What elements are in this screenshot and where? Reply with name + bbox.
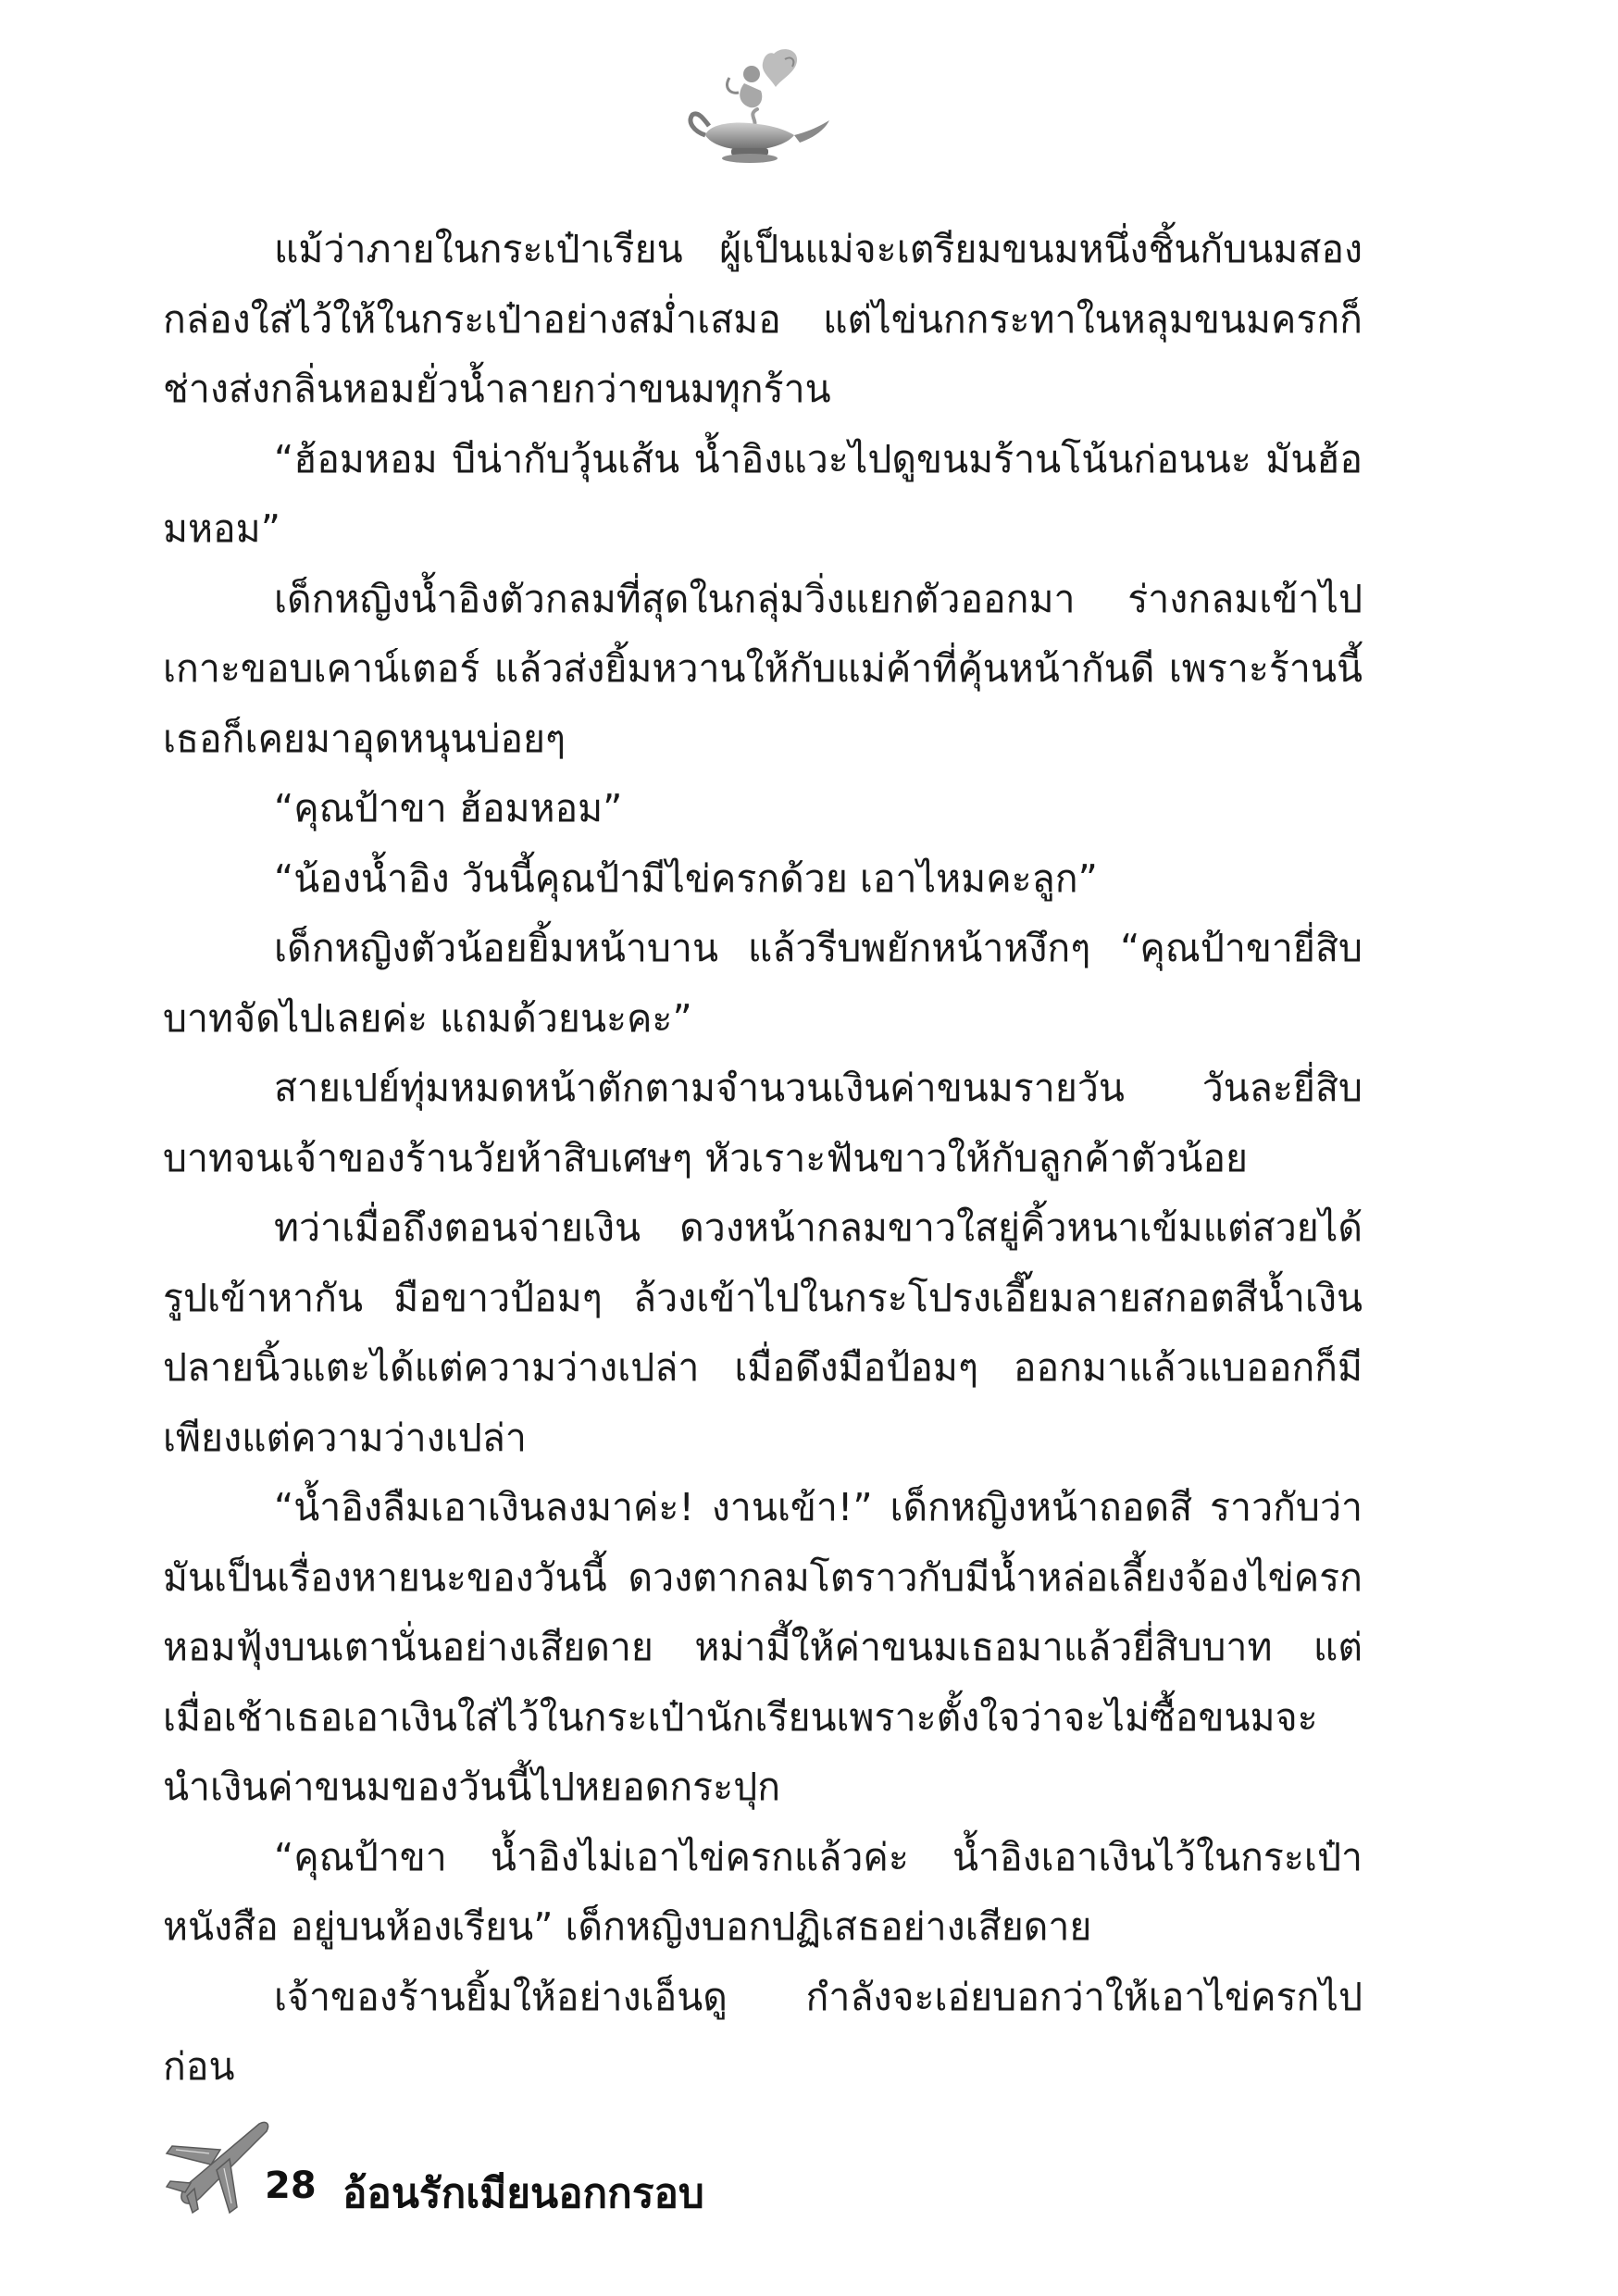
paragraph: “น้องน้ำอิง วันนี้คุณป้ามีไข่ครกด้วย เอาไหมคะลูก” [274,855,1098,901]
paragraph: ทว่าเมื่อถึงตอนจ่ายเงิน ดวงหน้ากลมขาวใสยู่คิ้วหนาเข้มแต่สวยได้รูปเข้าหากัน มือขาวป้อมๆ ล้วงเข้าไปในกระโปรงเอี๊ยมลายสกอตสีน้ำเงินปลายนิ้วแตะได้แต่ความว่างเปล่า เมื่อดึงมือป้อมๆ ออกมาแล้วแบออกก็มีเพียงแต่ความว่างเปล่า [163,1205,1363,1460]
paragraph: “คุณป้าขา น้ำอิงไม่เอาไข่ครกแล้วค่ะ น้ำอิงเอาเงินไว้ในกระเป๋าหนังสือ อยู่บนห้องเรียน” เด็กหญิงบอกปฏิเสธอย่างเสียดาย [163,1834,1363,1949]
airplane-icon [163,2118,272,2216]
paragraph: สายเปย์ทุ่มหมดหน้าตักตามจำนวนเงินค่าขนมรายวัน วันละยี่สิบบาทจนเจ้าของร้านวัยห้าสิบเศษๆ หัวเราะฟันขาวให้กับลูกค้าตัวน้อย [163,1066,1363,1180]
paragraph: เจ้าของร้านยิ้มให้อย่างเอ็นดู กำลังจะเอ่ยบอกว่าให้เอาไข่ครกไปก่อน [163,1974,1363,2089]
paragraph: “ฮ้อมหอม บีน่ากับวุ้นเส้น น้ำอิงแวะไปดูขนมร้านโน้นก่อนนะ มันฮ้อมหอม” [163,436,1363,551]
genie-lamp-cupid-icon [672,46,839,167]
paragraph: “น้ำอิงลืมเอาเงินลงมาค่ะ! งานเข้า!” เด็กหญิงหน้าถอดสี ราวกับว่ามันเป็นเรื่องหายนะของวันนี้ ดวงตากลมโตราวกับมีน้ำหล่อเลี้ยงจ้องไข่ครกหอมฟุ้งบนเตานั่นอย่างเสียดาย หม่ามี้ให้ค่าขนมเธอมาแล้วยี่สิบบาท แต่เมื่อเช้าเธอเอาเงินใส่ไว้ในกระเป๋านักเรียนเพราะตั้งใจว่าจะไม่ซื้อขนมจะนำเงินค่าขนมของวันนี้ไปหยอดกระปุก [163,1485,1363,1809]
book-title: อ้อนรักเมียนอกกรอบ [342,2170,704,2217]
page-footer [163,2118,996,2229]
paragraph: “คุณป้าขา ฮ้อมหอม” [274,786,623,830]
paragraph: แม้ว่าภายในกระเป๋าเรียน ผู้เป็นแม่จะเตรียมขนมหนึ่งชิ้นกับนมสองกล่องใส่ไว้ให้ในกระเป๋าอย่างสม่ำเสมอ แต่ไข่นกกระทาในหลุมขนมครกก็ช่างส่งกลิ่นหอมยั่วน้ำลายกว่าขนมทุกร้าน [163,227,1363,411]
paragraph: เด็กหญิงน้ำอิงตัวกลมที่สุดในกลุ่มวิ่งแยกตัวออกมา ร่างกลมเข้าไปเกาะขอบเคาน์เตอร์ แล้วส่งยิ้มหวานให้กับแม่ค้าที่คุ้นหน้ากันดี เพราะร้านนี้เธอก็เคยมาอุดหนุนบ่อยๆ [163,576,1363,761]
body-text [163,215,1363,2103]
paragraph: เด็กหญิงตัวน้อยยิ้มหน้าบาน แล้วรีบพยักหน้าหงึกๆ “คุณป้าขายี่สิบบาทจัดไปเลยค่ะ แถมด้วยนะคะ” [163,926,1363,1041]
page-number: 28 [265,2165,317,2207]
